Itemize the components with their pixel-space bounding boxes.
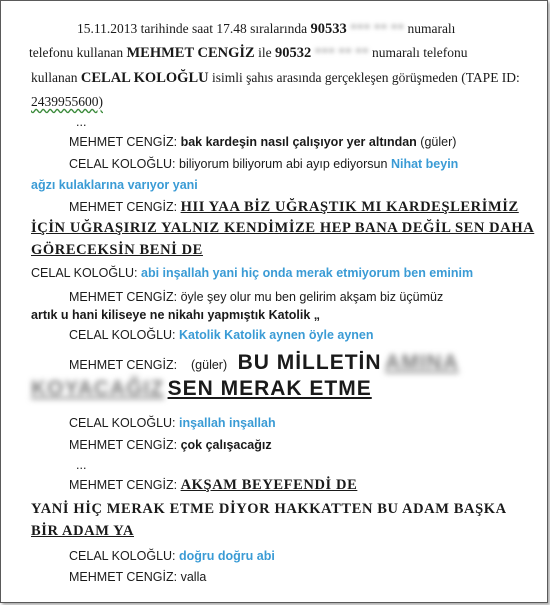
dialogue-line: CELAL KOLOĞLU: Katolik Katolik aynen öyle aynen <box>69 328 374 342</box>
dialogue-line: MEHMET CENGİZ: bak kardeşin nasıl çalışıyor yer altından (güler) <box>69 135 457 149</box>
dialogue-line-cont: İÇİN UĞRAŞIRIZ YALNIZ KENDİMİZE HEP BANA DEĞİL SEN DAHA <box>31 220 535 236</box>
masked-phone-2: *** ** ** <box>314 45 369 60</box>
phone-number-1: 90533 <box>310 21 347 37</box>
speaker-label: MEHMET CENGİZ: <box>69 135 178 149</box>
dialogue-line-cont: BİR ADAM YA <box>31 523 135 539</box>
speaker-label: CELAL KOLOĞLU: <box>69 328 176 342</box>
speaker-label: MEHMET CENGİZ: <box>69 478 178 492</box>
speaker-label: MEHMET CENGİZ: <box>69 200 178 214</box>
dialogue-line: MEHMET CENGİZ: (güler) BU MİLLETİN AMINA <box>69 351 459 374</box>
masked-phone-1: *** ** ** <box>350 21 405 36</box>
dialogue-line: CELAL KOLOĞLU: doğru doğru abi <box>69 549 275 563</box>
speaker-label: CELAL KOLOĞLU: <box>69 549 176 563</box>
dialogue-line-cont: GÖRECEKSİN BENİ DE <box>31 242 203 258</box>
dialogue-line-cont: artık u hani kiliseye ne nikahı yapmıştık Katolik „ <box>31 308 320 322</box>
censored-word: AMINA <box>385 351 459 374</box>
dialogue-line: MEHMET CENGİZ: öyle şey olur mu ben gelirim akşam biz üçümüz <box>69 290 444 304</box>
dialogue-line-cont: ağzı kulaklarına varıyor yani <box>31 178 198 192</box>
speaker-label: MEHMET CENGİZ: <box>69 290 178 304</box>
intro-line-3: kullanan CELAL KOLOĞLU isimli şahıs arasında gerçekleşen görüşmeden (TAPE ID: <box>31 70 520 86</box>
dialogue-line-cont: KOYACAĞIZ SEN MERAK ETME <box>31 377 372 400</box>
dialogue-line: MEHMET CENGİZ: valla <box>69 570 207 584</box>
speaker-label: CELAL KOLOĞLU: <box>69 416 176 430</box>
speaker-label: CELAL KOLOĞLU: <box>69 157 176 171</box>
dialogue-line: CELAL KOLOĞLU: abi inşallah yani hiç onda merak etmiyorum ben eminim <box>31 266 474 280</box>
intro-line-2: telefonu kullanan MEHMET CENGİZ ile 90532 *** ** ** numaralı telefonu <box>29 45 468 61</box>
dialogue-line: CELAL KOLOĞLU: inşallah inşallah <box>69 416 276 430</box>
speaker-label: MEHMET CENGİZ: <box>69 438 178 452</box>
dialogue-line-cont: YANİ HİÇ MERAK ETME DİYOR HAKKATTEN BU ADAM BAŞKA <box>31 501 507 517</box>
speaker-name-1: MEHMET CENGİZ <box>126 45 255 61</box>
ellipsis: ... <box>76 115 87 129</box>
ellipsis: ... <box>76 458 87 472</box>
speaker-label: CELAL KOLOĞLU: <box>31 266 138 280</box>
dialogue-line: CELAL KOLOĞLU: biliyorum biliyorum abi ayıp ediyorsun Nihat beyin <box>69 157 459 171</box>
dialogue-line: MEHMET CENGİZ: çok çalışacağız <box>69 438 272 452</box>
speaker-label: MEHMET CENGİZ: <box>69 358 178 372</box>
speaker-label: MEHMET CENGİZ: <box>69 570 178 584</box>
dialogue-line: MEHMET CENGİZ: HII YAA BİZ UĞRAŞTIK MI KARDEŞLERİMİZ <box>69 199 519 215</box>
speaker-name-2: CELAL KOLOĞLU <box>80 70 209 86</box>
tape-id: 2439955600) <box>31 94 103 109</box>
phone-number-2: 90532 <box>274 45 312 61</box>
dialogue-line: MEHMET CENGİZ: AKŞAM BEYEFENDİ DE <box>69 477 358 493</box>
date-text: 15.11.2013 <box>77 21 138 36</box>
censored-word: KOYACAĞIZ <box>31 377 165 400</box>
intro-line-1: 15.11.2013 tarihinde saat 17.48 sıralarında 90533 *** ** ** numaralı <box>77 21 456 37</box>
